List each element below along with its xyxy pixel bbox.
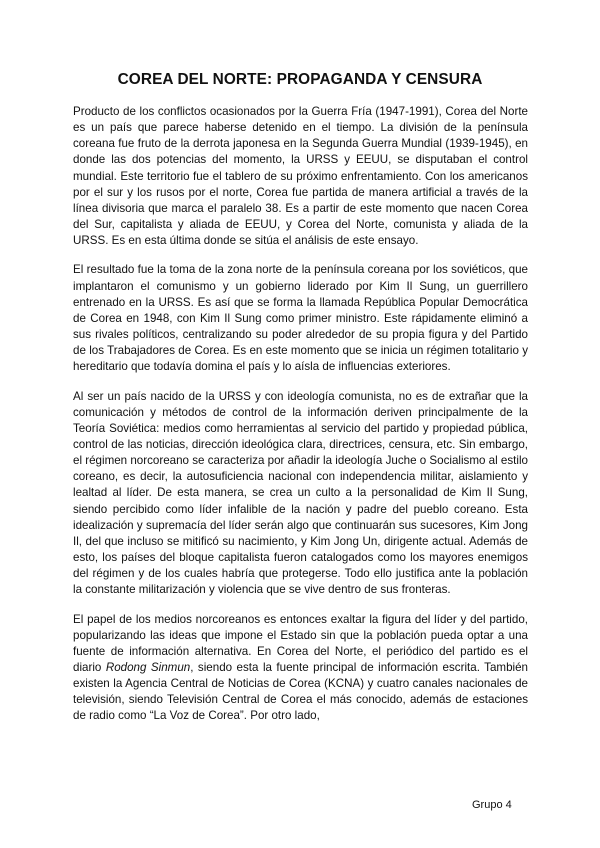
newspaper-name: Rodong Sinmun — [105, 661, 191, 674]
paragraph-4-text-end: , siendo esta la fuente principal de información escrita. También existen la Agencia Central de Noticias de Corea (KCNA) y cuatro canales nacionales de televisión, siendo Televisión Central de Corea el más conocido, además de estaciones de radio como “La Voz de Corea”. Por otro lado, — [73, 661, 528, 723]
paragraph-3: Al ser un país nacido de la URSS y con ideología comunista, no es de extrañar que la comunicación y métodos de control de la información deriven principalmente de la Teoría Soviética: medios como herramientas al servicio del partido y propiedad pública, control de las noticias, dirección ideológica clara, directrices, censura, etc. Sin embargo, el régimen norcoreano se caracteriza por añadir la ideología Juche o Socialismo al estilo coreano, es decir, la autosuficiencia nacional con independencia militar, aislamiento y lealtad al líder. De esta manera, se crea un culto a la personalidad de Kim Il Sung, siendo percibido como líder infalible de la nación y padre del pueblo coreano. Esta idealización y supremacía del líder serán algo que continuarán sus sucesores, Kim Jong Il, del que incluso se mitificó su nacimiento, y Kim Jong Un, dirigente actual. Además de esto, los países del bloque capitalista fueron catalogados como los mayores enemigos del régimen y de los cuales habría que protegerse. Todo ello justifica ante la población la constante militarización y violencia que se vive dentro de sus fronteras. — [73, 389, 528, 597]
paragraph-4-text-start: El papel de los medios norcoreanos es entonces exaltar la figura del líder y del partido, popularizando las ideas que impone el Estado sin que la población pueda optar a una fuente de información alternativa. En Corea del Norte, el periódico del partido es el diario — [73, 612, 528, 674]
paragraph-1: Producto de los conflictos ocasionados por la Guerra Fría (1947-1991), Corea del Norte es un país que parece haberse detenido en el tiempo. La división de la península coreana fue fruto de la derrota japonesa en la Segunda Guerra Mundial (1939-1945), en donde las dos potencias del momento, la URSS y EEUU, se disputaban el control mundial. Este territorio fue el tablero de su próximo enfrentamiento. Con los americanos por el sur y los rusos por el norte, Corea fue partida de manera artificial a través de la línea divisoria que marca el paralelo 38. Es a partir de este momento que nacen Corea del Sur, capitalista y aliada de EEUU, y Corea del Norte, comunista y aliada de la URSS. Es en esta última donde se sitúa el análisis de este ensayo. — [73, 105, 528, 248]
paragraph-2: El resultado fue la toma de la zona norte de la península coreana por los soviéticos, que implantaron el comunismo y un gobierno liderado por Kim Il Sung, un guerrillero entrenado en la URSS. Es así que se forma la llamada República Popular Democrática de Corea en 1948, con Kim Il Sung como primer ministro. Este rápidamente eliminó a sus rivales políticos, centralizando su poder alrededor de su propia figura y del Partido de los Trabajadores de Corea. Es en este momento que se inicia un régimen totalitario y hereditario que todavía domina el país y lo aísla de influencias exteriores. — [73, 263, 528, 374]
page-footer: Grupo 4 — [472, 799, 512, 811]
paragraph-4 — [73, 612, 528, 725]
document-body — [73, 104, 528, 725]
document-title: COREA DEL NORTE: PROPAGANDA Y CENSURA — [117, 71, 483, 88]
